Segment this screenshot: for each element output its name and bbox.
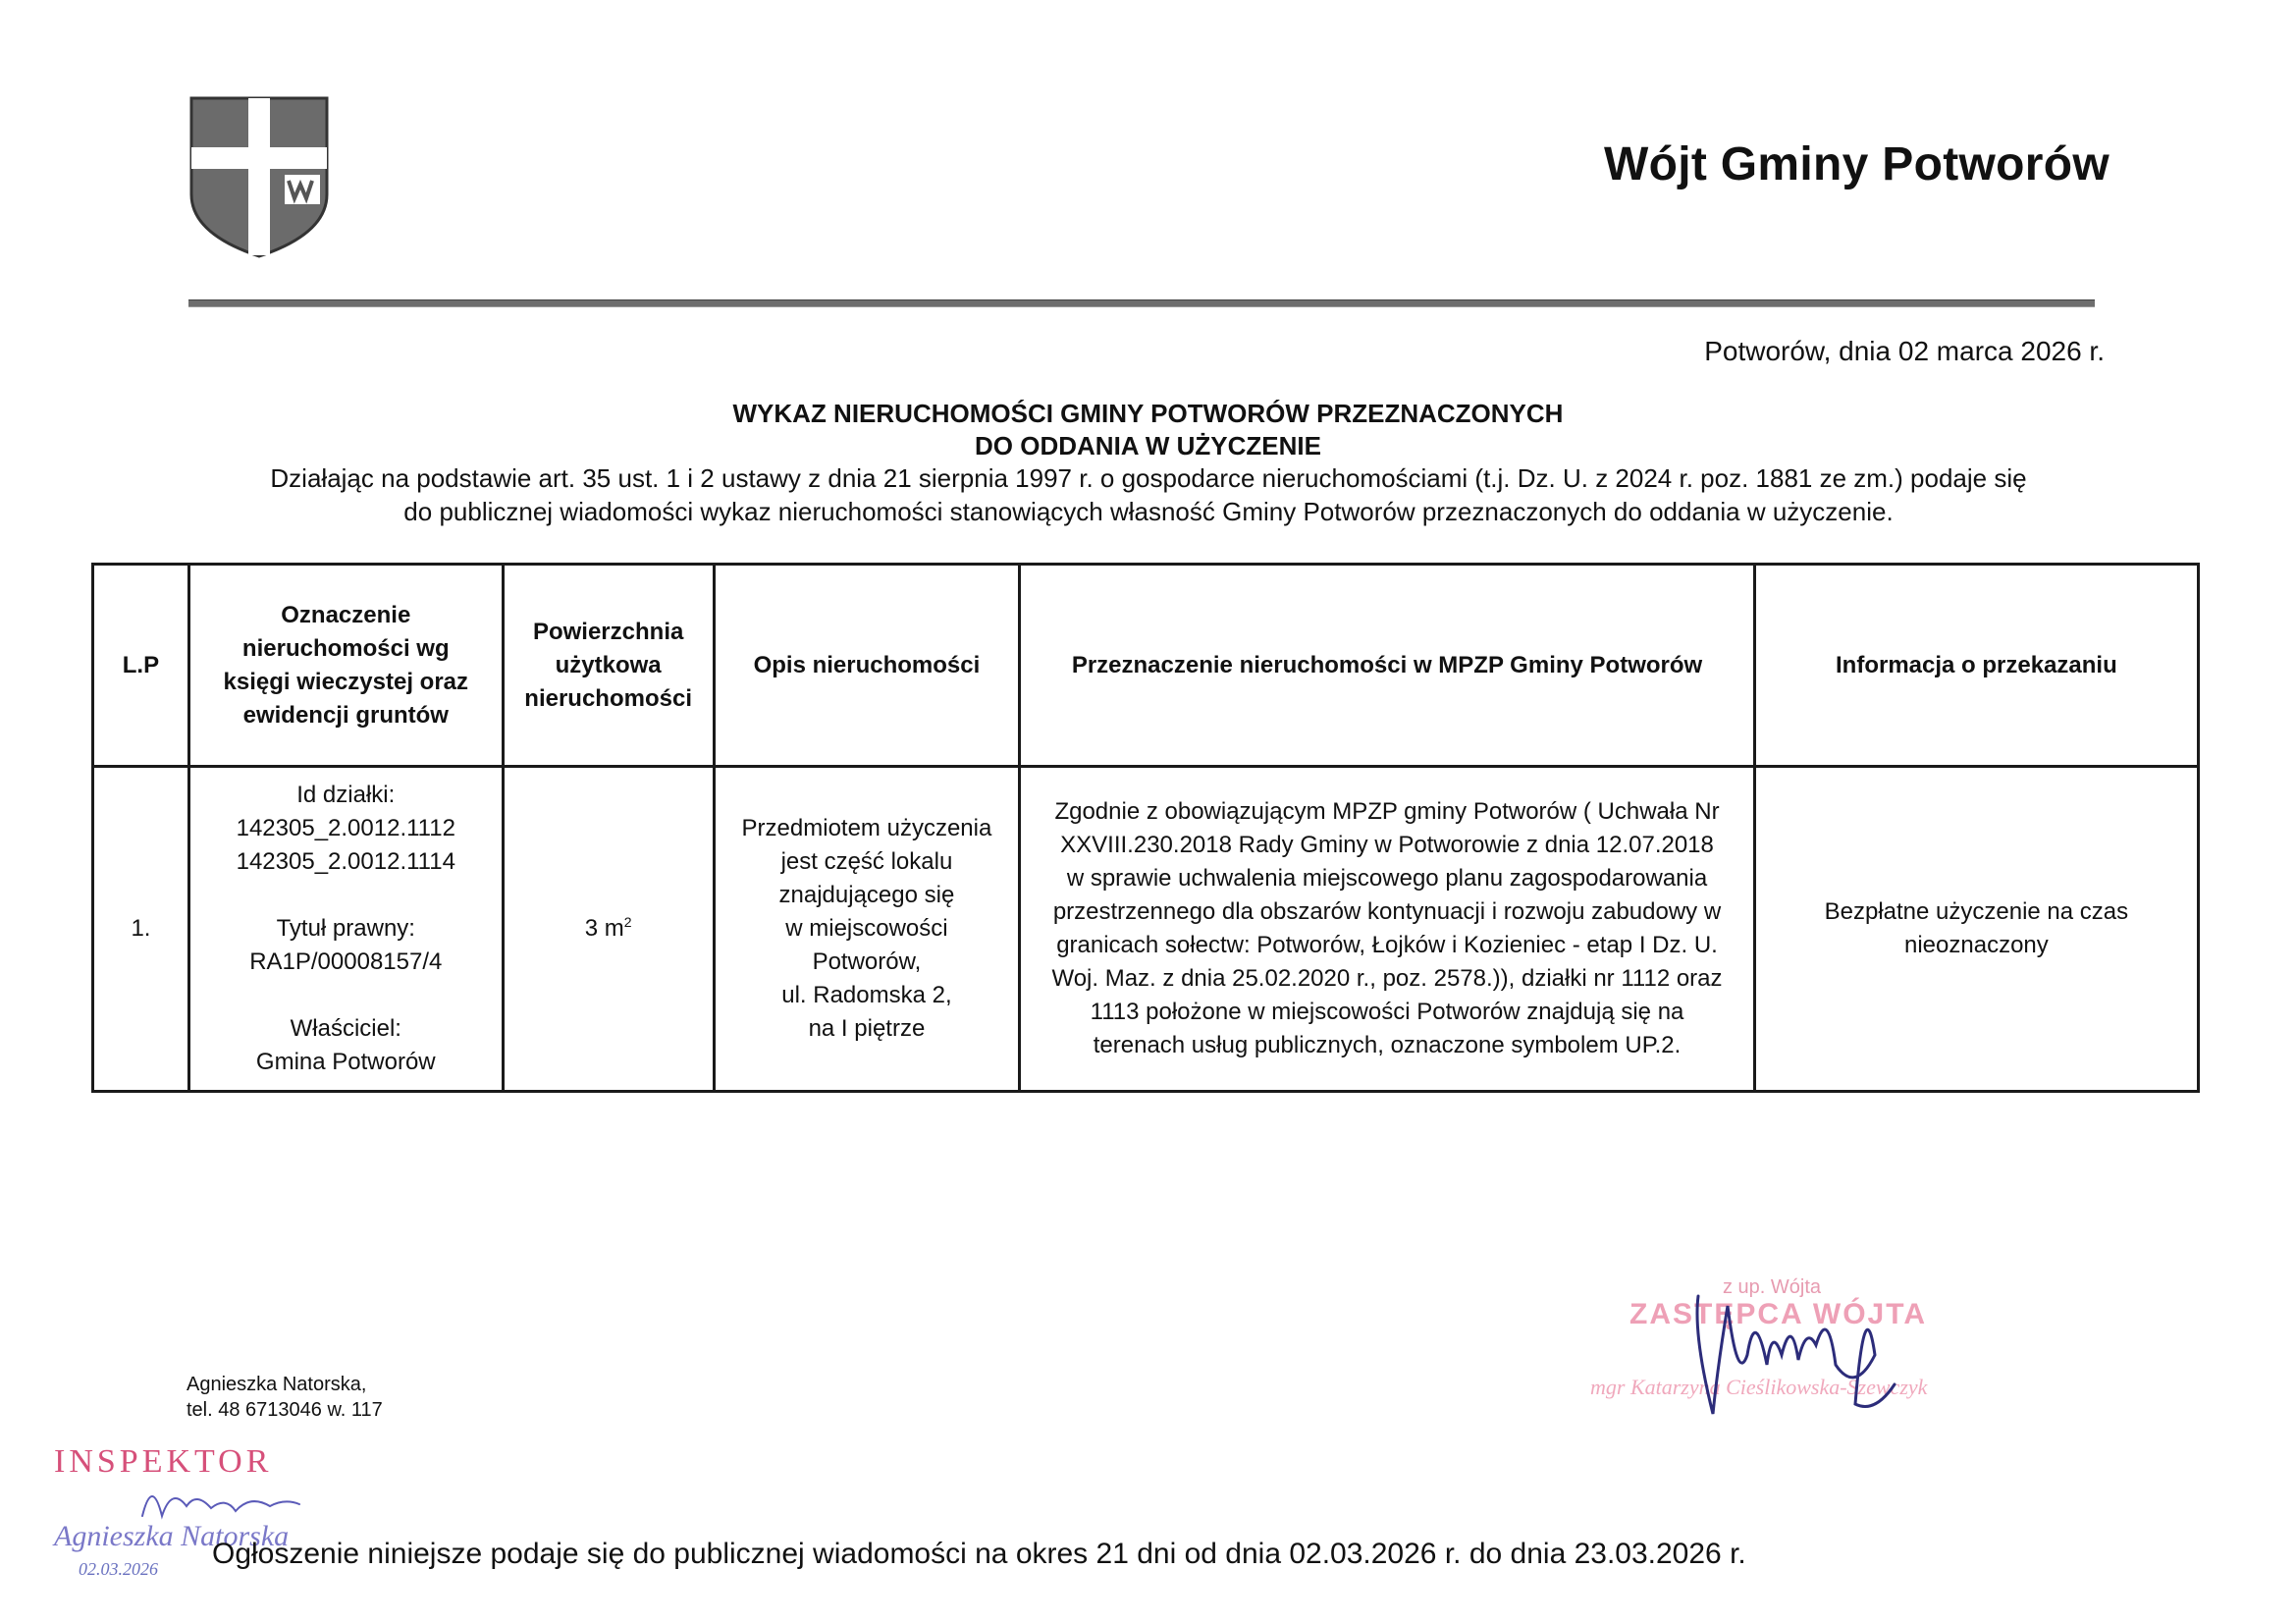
stamp-signatory: mgr Katarzyna Cieślikowska-Szewczyk [1590, 1375, 1928, 1399]
header-line: nieruchomości [524, 684, 692, 712]
col-header-purpose: Przeznaczenie nieruchomości w MPZP Gminy Potworów [1020, 565, 1755, 767]
header-line: ewidencji gruntów [242, 701, 449, 729]
title-line: WYKAZ NIERUCHOMOŚCI GMINY POTWORÓW PRZEZNACZONYCH [732, 399, 1564, 428]
header-line: Powierzchnia [532, 618, 684, 645]
deputy-signature-stamp [1571, 1247, 1983, 1434]
header-divider [188, 299, 2095, 307]
purpose-line: Woj. Maz. z dnia 25.02.2020 r., poz. 2578.)), działki nr 1112 oraz [1051, 965, 1723, 992]
contact-person [187, 1372, 383, 1423]
stamp-date: 02.03.2026 [79, 1559, 158, 1579]
intro-paragraph [147, 461, 2150, 528]
coat-of-arms-icon [189, 96, 329, 258]
header-line: nieruchomości wg [241, 634, 450, 662]
area-value: 3 m [584, 915, 624, 942]
signature-icon [1571, 1247, 1983, 1434]
plot-id: 142305_2.0012.1114 [236, 848, 455, 875]
cell-info [1754, 767, 2198, 1092]
plot-id: 142305_2.0012.1112 [236, 815, 455, 841]
header-line: Oznaczenie [281, 601, 411, 628]
title-label: Tytuł prawny: [276, 915, 415, 942]
col-header-info: Informacja o przekazaniu [1754, 565, 2198, 767]
handwritten-signature-icon [133, 1477, 329, 1526]
purpose-line: 1113 położone w miejscowości Potworów znajdują się na [1090, 999, 1684, 1025]
owner-value: Gmina Potworów [255, 1049, 436, 1075]
col-header-lp: L.P [93, 565, 189, 767]
stamp-authorization: z up. Wójta [1723, 1276, 1822, 1298]
description-line: na I piętrze [808, 1015, 926, 1042]
area-unit-exponent: 2 [623, 914, 632, 930]
property-table [91, 563, 2200, 1093]
purpose-line: w sprawie uchwalenia miejscowego planu zagospodarowania [1066, 865, 1708, 892]
authority-heading: Wójt Gminy Potworów [1604, 138, 2109, 190]
col-header-description: Opis nieruchomości [714, 565, 1020, 767]
header-line: użytkowa [555, 651, 662, 678]
stamp-role: ZASTĘPCA WÓJTA [1629, 1298, 1927, 1330]
title-value: RA1P/00008157/4 [249, 948, 443, 975]
cell-description [714, 767, 1020, 1092]
publication-notice: Ogłoszenie niniejsze podaje się do publicznej wiadomości na okres 21 dni od dnia 02.03.2026 r. do dnia 23.03.2026 r. [212, 1538, 1746, 1570]
place-date: Potworów, dnia 02 marca 2026 r. [1704, 336, 2105, 366]
info-line: Bezpłatne użyczenie na czas [1824, 898, 2129, 925]
contact-name: Agnieszka Natorska, [187, 1374, 367, 1395]
document-title [0, 398, 2296, 462]
cell-lp: 1. [93, 767, 189, 1092]
purpose-line: przestrzennego dla obszarów kontynuacji i rozwoju zabudowy w [1052, 898, 1722, 925]
purpose-line: XXVIII.230.2018 Rady Gminy w Potworowie z dnia 12.07.2018 [1060, 832, 1714, 858]
purpose-line: Zgodnie z obowiązującym MPZP gminy Potworów ( Uchwała Nr [1054, 798, 1720, 825]
cell-purpose [1020, 767, 1755, 1092]
table-header-row [93, 565, 2199, 767]
description-line: Przedmiotem użyczenia [741, 815, 992, 841]
purpose-line: granicach sołectw: Potworów, Łojków i Kozieniec - etap I Dz. U. [1056, 932, 1718, 958]
description-line: w miejscowości [785, 915, 948, 942]
col-header-area [503, 565, 714, 767]
intro-line: Działając na podstawie art. 35 ust. 1 i 2 ustawy z dnia 21 sierpnia 1997 r. o gospodarce nieruchomościami (t.j. Dz. U. z 2024 r. poz. 1881 ze zm.) podaje się [270, 463, 2027, 493]
info-line: nieoznaczony [1904, 932, 2049, 958]
description-line: ul. Radomska 2, [781, 982, 952, 1008]
header-line: księgi wieczystej oraz [223, 668, 469, 695]
intro-line: do publicznej wiadomości wykaz nieruchomości stanowiących własność Gminy Potworów przeznaczonych do oddania w użyczenie. [403, 497, 1894, 526]
stamp-name: Agnieszka Natorska [54, 1520, 290, 1552]
title-line: DO ODDANIA W UŻYCZENIE [975, 431, 1321, 460]
stamp-title: INSPEKTOR [54, 1443, 273, 1480]
description-line: Potworów, [812, 948, 922, 975]
description-line: znajdującego się [778, 882, 955, 908]
col-header-designation [188, 565, 503, 767]
plot-label: Id działki: [296, 782, 396, 808]
table-row [93, 767, 2199, 1092]
owner-label: Właściciel: [290, 1015, 401, 1042]
cell-area [503, 767, 714, 1092]
cell-designation [188, 767, 503, 1092]
purpose-line: terenach usług publicznych, oznaczone symbolem UP.2. [1093, 1032, 1682, 1058]
description-line: jest część lokalu [780, 848, 953, 875]
contact-phone: tel. 48 6713046 w. 117 [187, 1399, 383, 1421]
